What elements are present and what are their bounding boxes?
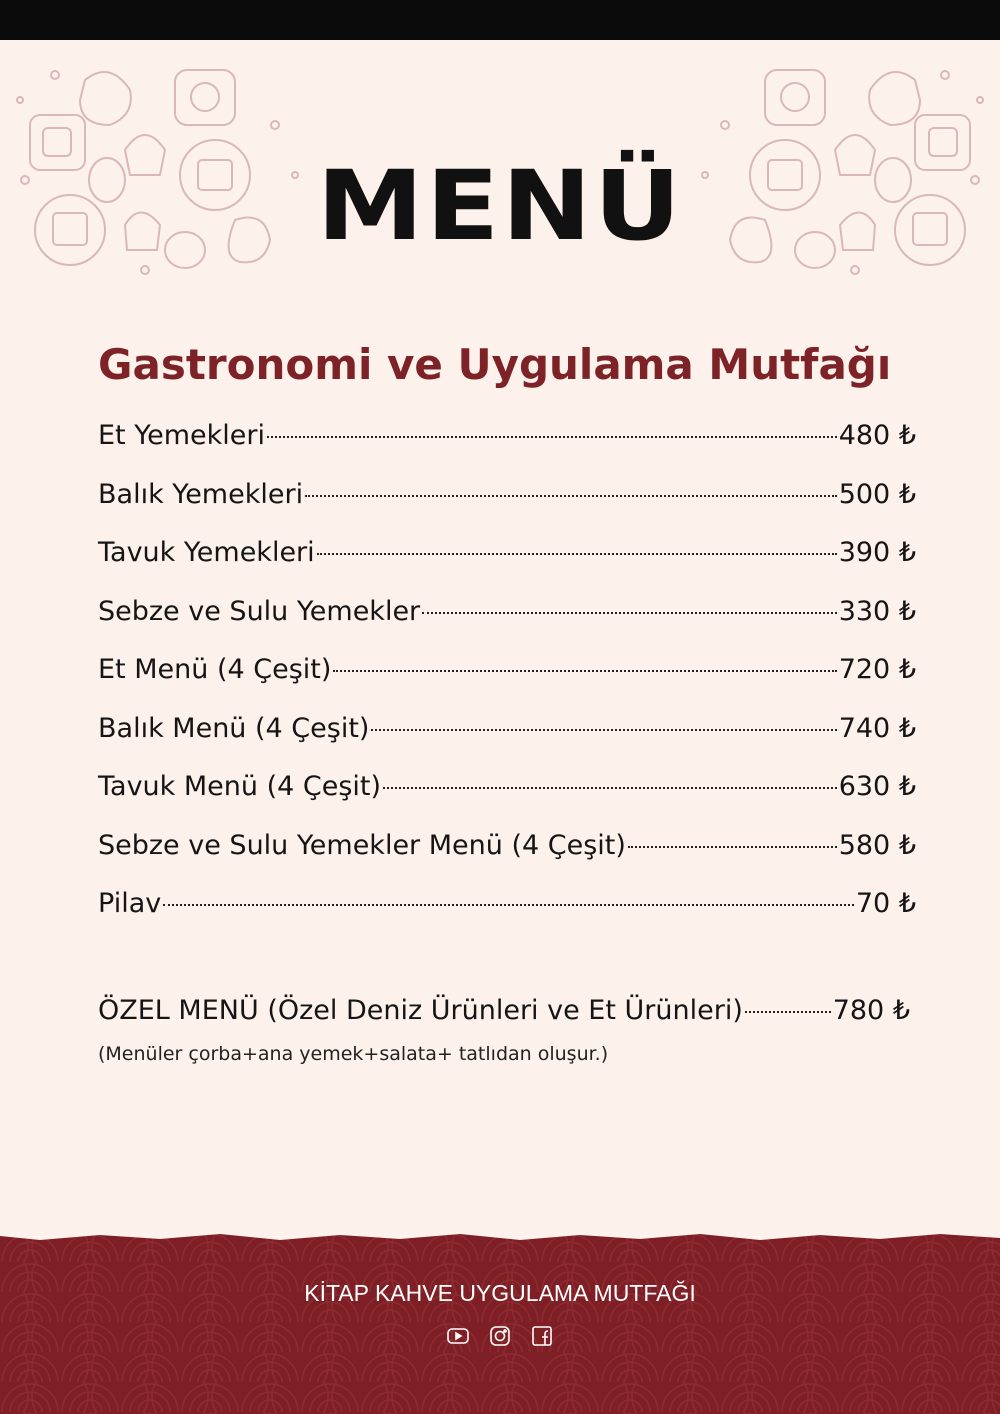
menu-item [98, 596, 916, 655]
special-menu-item [98, 995, 910, 1039]
facebook-icon[interactable] [530, 1324, 554, 1348]
youtube-icon[interactable] [446, 1324, 470, 1348]
item-price: 720 ₺ [838, 654, 916, 685]
dot-leader [163, 904, 854, 906]
instagram-icon[interactable] [488, 1324, 512, 1348]
dot-leader [422, 612, 837, 614]
menu-note: (Menüler çorba+ana yemek+salata+ tatlıdan oluşur.) [98, 1043, 609, 1065]
item-price: 630 ₺ [838, 771, 916, 802]
dot-leader [383, 787, 837, 789]
dot-leader [371, 729, 836, 731]
menu-item [98, 479, 916, 538]
item-price: 740 ₺ [838, 712, 916, 744]
menu-item [98, 537, 916, 596]
item-name: Tavuk Menü (4 Çeşit) [98, 771, 382, 802]
special-price: 780 ₺ [832, 995, 910, 1026]
item-name: Tavuk Yemekleri [98, 537, 315, 568]
wave-pattern [0, 1232, 1000, 1414]
top-border [0, 0, 1000, 40]
item-name: Sebze ve Sulu Yemekler [98, 595, 421, 627]
dot-leader [305, 495, 837, 497]
item-price: 580 ₺ [838, 829, 916, 861]
dot-leader [317, 553, 837, 555]
page-title: MENÜ [316, 150, 684, 262]
dot-leader [267, 436, 837, 438]
menu-item [98, 888, 916, 947]
item-price: 390 ₺ [838, 537, 916, 568]
section-title: Gastronomi ve Uygulama Mutfağı [98, 340, 892, 389]
item-name: Sebze ve Sulu Yemekler Menü (4 Çeşit) [98, 829, 626, 861]
menu-item [98, 713, 916, 772]
item-price: 500 ₺ [838, 478, 916, 510]
social-links [0, 1324, 1000, 1348]
item-name: Pilav [98, 888, 162, 919]
item-name: Et Menü (4 Çeşit) [98, 654, 332, 685]
menu-item [98, 654, 916, 713]
item-price: 70 ₺ [855, 888, 916, 919]
footer [0, 1232, 1000, 1414]
menu-item [98, 830, 916, 889]
item-price: 330 ₺ [838, 595, 916, 627]
special-menu [98, 995, 910, 1039]
special-name: ÖZEL MENÜ (Özel Deniz Ürünleri ve Et Ürünleri) [98, 995, 743, 1026]
item-name: Balık Menü (4 Çeşit) [98, 712, 370, 744]
item-name: Balık Yemekleri [98, 478, 304, 510]
item-name: Et Yemekleri [98, 420, 266, 451]
menu-item [98, 420, 916, 479]
menu-item [98, 771, 916, 830]
dot-leader [333, 670, 836, 672]
dot-leader [628, 846, 837, 848]
menu-list [98, 420, 916, 947]
dot-leader [745, 1011, 831, 1013]
item-price: 480 ₺ [838, 420, 916, 451]
footer-name: KİTAP KAHVE UYGULAMA MUTFAĞI [304, 1280, 696, 1306]
